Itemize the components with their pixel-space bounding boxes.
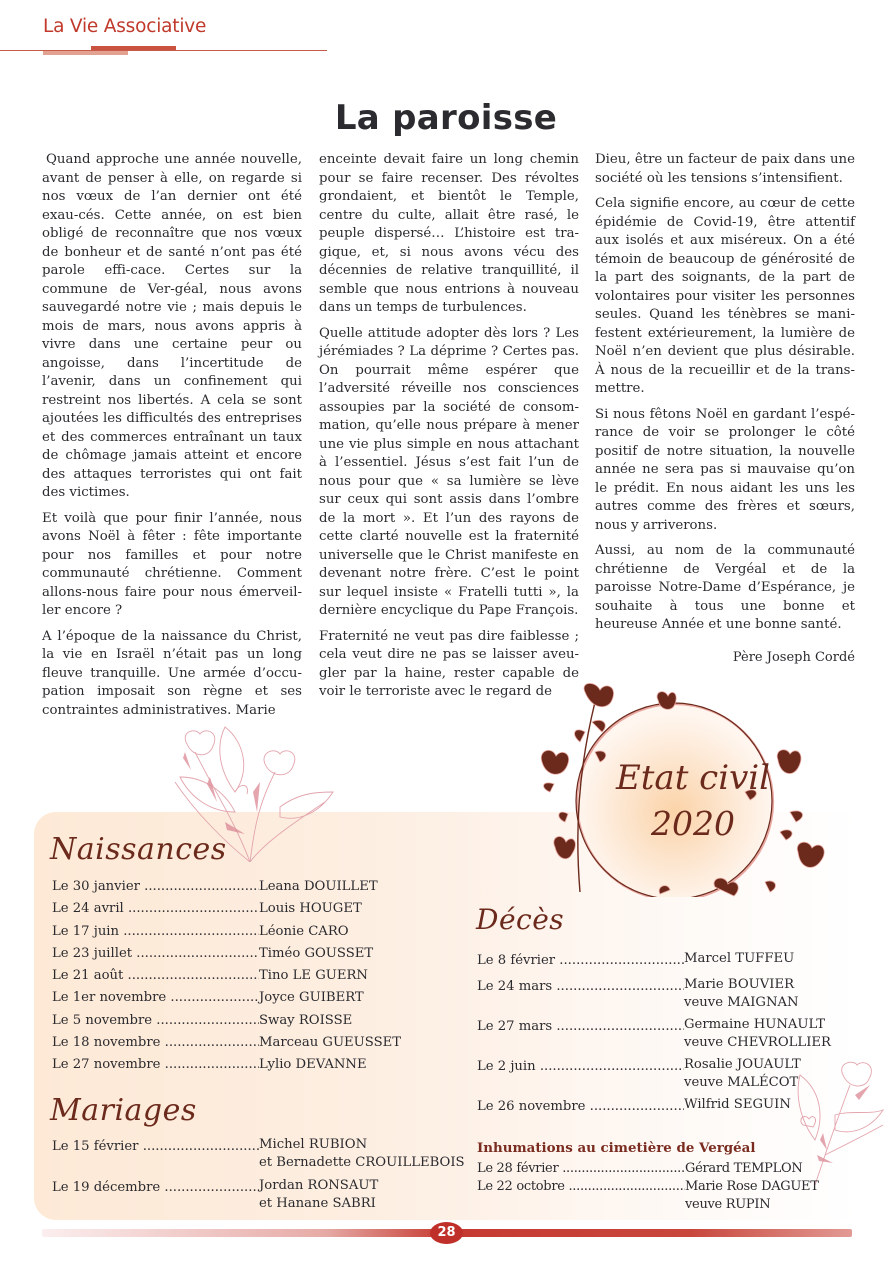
- entry-names: [684, 1056, 801, 1092]
- entry-name: Sway ROISSE: [259, 1012, 353, 1028]
- article-column-3: [595, 151, 855, 674]
- entry-name: Leana DOUILLET: [259, 879, 378, 894]
- list-entry: [52, 898, 401, 920]
- entry-name: Germaine HUNAULT: [684, 1017, 825, 1033]
- page-number: 28: [430, 1222, 463, 1244]
- list-entry: [477, 976, 831, 1012]
- entry-name: veuve MALÉCOT: [684, 1075, 799, 1091]
- entry-date: Le 26 novembre .....: [477, 1096, 684, 1118]
- entry-name: Marcel TUFFEU: [684, 951, 795, 966]
- list-entry: [52, 1032, 401, 1054]
- entry-name: Marie BOUVIER: [684, 977, 795, 993]
- entry-names: [259, 943, 373, 965]
- entry-name: Gérard TEMPLON: [685, 1161, 803, 1176]
- entry-name: Léonie CARO: [259, 923, 349, 939]
- entry-date: Le 27 novembre .....: [52, 1054, 259, 1076]
- entry-date: Le 23 juillet .....: [52, 943, 259, 965]
- mariages-list: [52, 1136, 465, 1218]
- entry-names: [259, 1054, 367, 1076]
- etat-civil-title: Etat civil: [615, 758, 771, 798]
- deces-heading: Décès: [476, 903, 565, 936]
- entry-names: [259, 965, 368, 987]
- entry-date: Le 21 août .....: [52, 965, 259, 987]
- inhumations-heading: Inhumations au cimetière de Vergéal: [477, 1140, 756, 1156]
- list-entry: [52, 876, 401, 898]
- entry-date: Le 17 juin .....: [52, 921, 259, 943]
- list-entry: [477, 1160, 819, 1178]
- entry-names: [685, 1178, 819, 1214]
- paragraph: A l’époque de la naissance du Christ, la vie en Israël n’était pas un long fleuve tranquille. Une armée d’occu-pation imposait son règne et ses contraintes administratives. Marie: [42, 628, 302, 718]
- entry-name: veuve RUPIN: [685, 1197, 771, 1212]
- paragraph: Si nous fêtons Noël en gardant l’espé-rance de voir se prolonger le côté positif de notre situation, la nouvelle année ne sera pas si mauvaise qu’on le prédit. En nous aidant les uns les autres comme des frères et sœurs, nous y arriverons.: [595, 406, 855, 533]
- entry-name: Michel RUBION: [259, 1137, 368, 1152]
- inhumations-list: [477, 1160, 819, 1214]
- paragraph: enceinte devait faire un long chemin pour se faire recenser. Des révoltes grondaient, et bientôt le Temple, centre du culte, allait être rasé, le peuple dispersé… L’histoire est tra-gique, et, si nous avons vécu des décennies de relative tranquillité, il semble que nous entrions à nouveau dans un temps de turbulences.: [319, 152, 579, 315]
- entry-names: [684, 1096, 791, 1118]
- entry-date: Le 8 février .....: [477, 950, 684, 972]
- entry-name: Marceau GUEUSSET: [259, 1035, 402, 1051]
- article-body: [42, 151, 855, 718]
- mariages-heading: Mariages: [50, 1093, 197, 1128]
- entry-date: Le 19 décembre .....: [52, 1177, 259, 1213]
- article-column-1: [42, 151, 302, 727]
- list-entry: [477, 1016, 831, 1052]
- list-entry: [52, 1177, 465, 1213]
- entry-names: [259, 1032, 401, 1054]
- entry-date: Le 1er novembre .....: [52, 987, 259, 1009]
- naissances-list: [52, 876, 401, 1077]
- entry-name: Rosalie JOUAULT: [684, 1057, 801, 1073]
- entry-date: Le 2 juin .....: [477, 1056, 684, 1092]
- entry-names: [259, 987, 364, 1009]
- paragraph: Cela signifie encore, au cœur de cette épidémie de Covid-19, être attentif aux isolés et aux miséreux. On a été témoin de beaucoup de générosité de la part des soignants, de la part de volontaires pour visiter les personnes seules. Quand les ténèbres se mani-festent extérieurement, la lumière de Noël n’en devient que plus désirable. À nous de la recueillir et de la trans-mettre.: [595, 196, 855, 396]
- list-entry: [477, 1056, 831, 1092]
- list-entry: [477, 1096, 831, 1118]
- list-entry: [52, 943, 401, 965]
- list-entry: [52, 965, 401, 987]
- paragraph: Quand approche une année nouvelle, avant de penser à elle, on regarde si nos vœux de l’an dernier ont été exau-cés. Cette année, on est bien obligé de reconnaître que nos vœux de bonheur et de santé n’ont pas été parole effi-cace. Certes sur la commune de Ver-géal, nous avons sauvegardé notre vie ; mais depuis le mois de mars, nous avons appris à vivre dans une certaine peur ou angoisse, dans l’incertitude de l’avenir, dans un confinement qui restreint nos libertés. A cela se sont ajoutées les difficultés des entreprises et des commerces entraînant un taux de chômage jamais atteint et encore des attaques terroristes qui ont fait des victimes.: [42, 152, 302, 500]
- entry-name: Lylio DEVANNE: [259, 1057, 367, 1073]
- list-entry: [52, 1010, 401, 1032]
- entry-date: Le 24 mars .....: [477, 976, 684, 1012]
- article-column-2: [319, 151, 579, 709]
- list-entry: [52, 921, 401, 943]
- paragraph: Aussi, au nom de la communauté chrétienne de Vergéal et de la paroisse Notre-Dame d’Espérance, je souhaite à tous une bonne et heureuse Année et une bonne santé.: [595, 543, 855, 632]
- entry-names: [684, 976, 799, 1012]
- entry-names: [259, 921, 349, 943]
- entry-names: [684, 950, 794, 972]
- entry-date: Le 27 mars .....: [477, 1016, 684, 1052]
- list-entry: [52, 1136, 465, 1172]
- entry-name: et Bernadette CROUILLEBOIS: [259, 1155, 465, 1170]
- signature: Père Joseph Cordé: [732, 649, 855, 665]
- entry-name: Jordan RONSAUT: [259, 1178, 379, 1193]
- entry-name: Joyce GUIBERT: [259, 990, 364, 1006]
- entry-names: [259, 1177, 378, 1213]
- etat-civil-wreath: [540, 682, 830, 897]
- entry-name: Louis HOUGET: [259, 901, 362, 917]
- list-entry: [477, 950, 831, 972]
- entry-date: Le 24 avril .....: [52, 898, 259, 920]
- entry-date: Le 28 février .....: [477, 1160, 685, 1178]
- entry-name: et Hanane SABRI: [259, 1196, 376, 1211]
- entry-name: Tino LE GUERN: [259, 968, 368, 984]
- entry-name: veuve MAIGNAN: [684, 995, 799, 1011]
- header-accent-bar-light: [43, 51, 128, 55]
- entry-date: Le 15 février .....: [52, 1136, 259, 1172]
- entry-names: [259, 876, 378, 898]
- page-title: La paroisse: [334, 98, 558, 138]
- paragraph: Dieu, être un facteur de paix dans une société où les tensions s’intensifient.: [595, 152, 855, 186]
- paragraph: Quelle attitude adopter dès lors ? Les jérémiades ? La déprime ? Certes pas. On pourrait même espérer que l’adversité réveille nos consciences assoupies par la société de consom-mation, qu’elle nous prépare à mener une vie plus simple en nous attachant à l’essentiel. Jésus s’est fait l’un de nous pour que « sa lumière se lève sur ceux qui sont assis dans l’ombre de la mort ». Et l’un des rayons de cette clarté nouvelle est la fraternité universelle que le Christ manifeste en devenant notre frère. C’est le point sur lequel insiste « Fratelli tutti », la dernière encyclique du Pape François.: [319, 325, 579, 618]
- list-entry: [52, 987, 401, 1009]
- entry-names: [259, 1136, 465, 1172]
- entry-names: [684, 1016, 831, 1052]
- entry-date: Le 30 janvier .....: [52, 876, 259, 898]
- etat-civil-year: 2020: [651, 804, 735, 843]
- entry-name: veuve CHEVROLLIER: [684, 1035, 831, 1051]
- entry-name: Marie Rose DAGUET: [685, 1179, 819, 1194]
- paragraph: Et voilà que pour finir l’année, nous avons Noël à fêter : fête importante pour nos familles et pour notre communauté chrétienne. Comment allons-nous faire pour nous émerveil-ler encore ?: [42, 510, 302, 618]
- entry-date: Le 5 novembre .....: [52, 1010, 259, 1032]
- list-entry: [52, 1054, 401, 1076]
- entry-date: Le 22 octobre .....: [477, 1178, 685, 1214]
- deces-list: [477, 950, 831, 1123]
- entry-names: [685, 1160, 802, 1178]
- entry-names: [259, 898, 362, 920]
- entry-date: Le 18 novembre .....: [52, 1032, 259, 1054]
- entry-names: [259, 1010, 352, 1032]
- list-entry: [477, 1178, 819, 1214]
- paragraph: Fraternité ne veut pas dire faiblesse ; cela veut dire ne pas se laisser aveu-gler par la haine, rester capable de voir le terroriste avec le regard de: [319, 628, 579, 699]
- entry-name: Timéo GOUSSET: [259, 945, 374, 961]
- section-header: La Vie Associative: [43, 16, 207, 37]
- header-accent-bar: [91, 46, 176, 50]
- naissances-heading: Naissances: [50, 832, 227, 867]
- entry-name: Wilfrid SEGUIN: [684, 1097, 791, 1113]
